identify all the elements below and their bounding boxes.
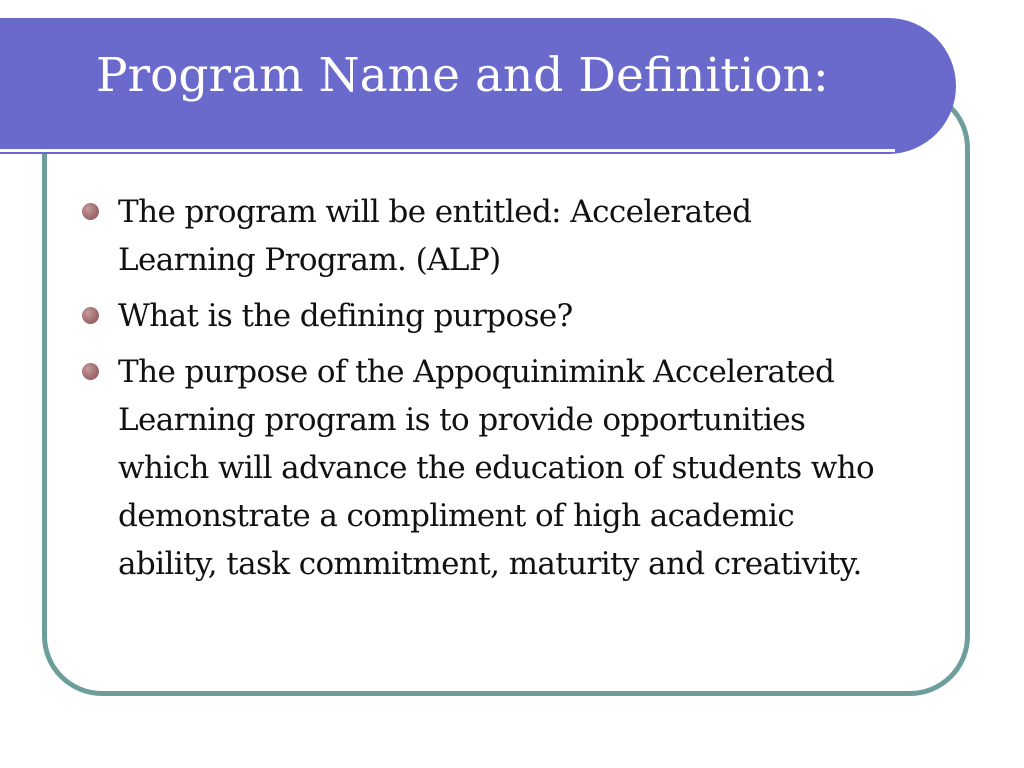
- bullet-dot-icon: [82, 203, 99, 220]
- bullet-item: [80, 188, 960, 284]
- bullet-text: The purpose of the Appoquinimink Accelerated Learning program is to provide opportunities which will advance the education of students who demonstrate a compliment of high academic ability, task commitment, maturity and creativity.: [118, 354, 875, 582]
- title-underline: [0, 149, 895, 152]
- bullet-text: What is the defining purpose?: [118, 298, 573, 334]
- slide-title: Program Name and Definition:: [96, 48, 829, 103]
- bullet-list: [80, 188, 960, 596]
- bullet-dot-icon: [82, 307, 99, 324]
- bullet-text: The program will be entitled: Accelerated Learning Program. (ALP): [118, 194, 752, 278]
- bullet-item: [80, 292, 960, 340]
- bullet-dot-icon: [82, 363, 99, 380]
- bullet-item: [80, 348, 960, 588]
